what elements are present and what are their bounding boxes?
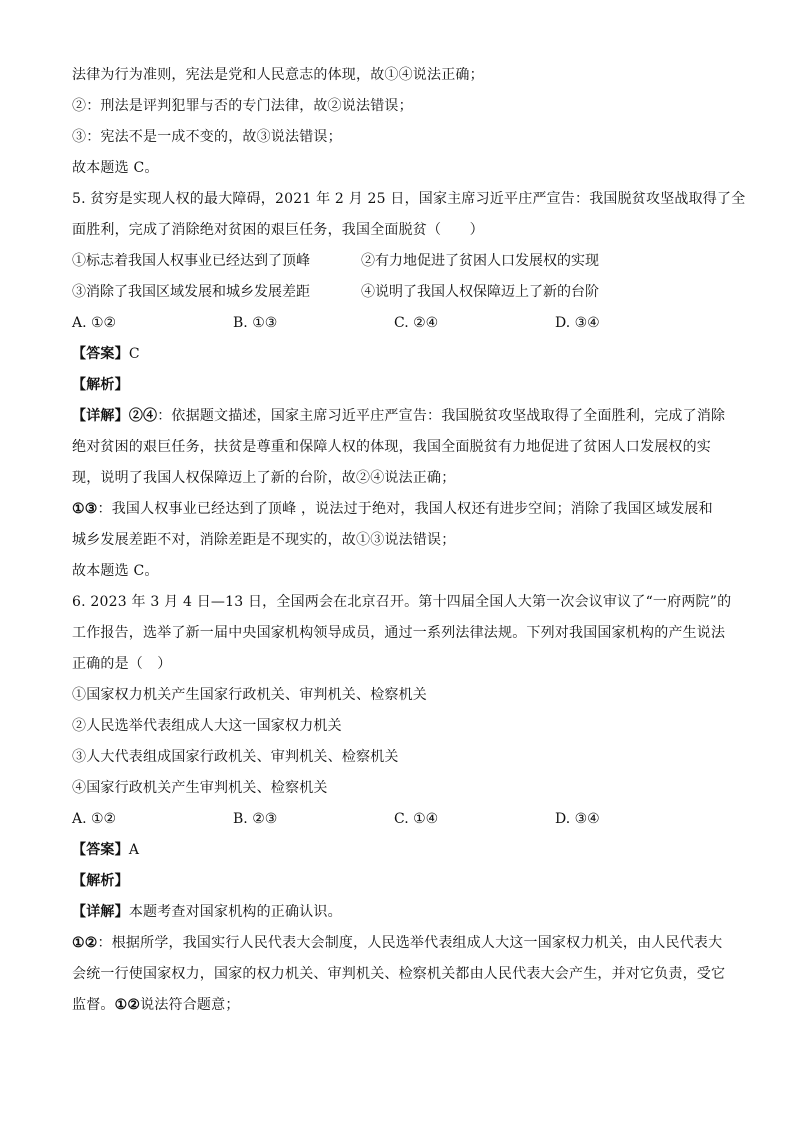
q6-choices [72,804,732,835]
question-5 [72,184,746,587]
q6-answer [72,835,732,866]
q5-stem-line-1: 5. 贫穷是实现人权的最大障碍，2021 年 2 月 25 日，国家主席习近平庄严宣告：我国脱贫攻坚战取得了全 [72,191,746,207]
intro-conclusion: 故本题选 C。 [72,160,159,176]
q5-choice-b: B. ①③ [233,315,278,331]
q5-choice-c: C. ②④ [394,315,439,331]
intro-line-1: 法律为行为准则，宪法是党和人民意志的体现，故①④说法正确； [72,67,484,83]
q6-stem-line-3: 正确的是（ ） [72,656,172,672]
q6-detail2-text-3-pre: 监督。 [72,997,115,1013]
q5-detail2-text-1: ：我国人权事业已经达到了顶峰 ，说法过于绝对，我国人权还有进步空间；消除了我国区域发展和 [97,501,713,517]
q5-conclusion: 故本题选 C。 [72,563,159,579]
q6-detail2-line-1 [72,928,732,959]
q6-detail2-lead: ①② [72,935,98,951]
q5-option-2: ②有力地促进了贫困人口发展权的实现 [361,253,599,269]
q5-detail-tag: 【详解】 [72,408,129,424]
intro-line-2: ②：刑法是评判犯罪与否的专门法律，故②说法错误； [72,98,413,114]
q6-detail-text: 本题考查对国家机构的正确认识。 [128,904,342,920]
q5-options-row-1 [72,246,732,277]
q6-analysis-tag: 【解析】 [72,873,129,889]
q5-analysis-tag: 【解析】 [72,377,129,393]
q6-option-2: ②人民选举代表组成人大这一国家权力机关 [72,718,342,734]
q6-choice-a: A. ①② [72,811,117,827]
q5-detail2-line-2: 城乡发展差距不对，消除差距是不现实的，故①③说法错误； [72,532,456,548]
q6-detail2-line-3 [72,990,732,1021]
q5-detail-line-2: 绝对贫困的艰巨任务，扶贫是尊重和保障人权的体现，我国全面脱贫有力地促进了贫困人口发展权的实 [72,439,711,455]
q6-analysis-heading [72,866,732,897]
q6-choice-b: B. ②③ [233,811,278,827]
q5-option-1: ①标志着我国人权事业已经达到了顶峰 [72,253,310,269]
q6-detail2-lead-2: ①② [114,997,141,1013]
q6-stem-line-1: 6. 2023 年 3 月 4 日—13 日，全国两会在北京召开。第十四届全国人大第一次会议审议了“一府两院”的 [72,594,732,610]
q5-detail-line-3: 现，说明了我国人权保障迈上了新的台阶，故②④说法正确； [72,470,456,486]
q6-choice-d: D. ③④ [555,811,600,827]
q6-detail2-text-3-post: 说法符合题意； [140,997,240,1013]
q5-answer-value: C [128,346,140,362]
document-page [72,60,746,1021]
q5-detail2-lead: ①③ [72,501,98,517]
q5-option-4: ④说明了我国人权保障迈上了新的台阶 [361,284,599,300]
q6-option-3: ③人大代表组成国家行政机关、审判机关、检察机关 [72,749,399,765]
q5-options-row-2 [72,277,732,308]
q5-choice-d: D. ③④ [555,315,600,331]
q6-choice-c: C. ①④ [394,811,439,827]
q5-answer-tag: 【答案】 [72,346,129,362]
q5-detail2-line-1 [72,494,732,525]
q6-detail2-line-2: 会统一行使国家权力，国家的权力机关、审判机关、检察机关都由人民代表大会产生，并对它负责，受它 [72,966,726,982]
intro-line-3: ③：宪法不是一成不变的，故③说法错误； [72,129,342,145]
q5-option-3: ③消除了我国区域发展和城乡发展差距 [72,284,310,300]
q5-stem-line-2: 面胜利，完成了消除绝对贫困的艰巨任务，我国全面脱贫（ ） [72,222,484,238]
q5-detail-lead: ②④ [128,408,158,424]
q6-option-1: ①国家权力机关产生国家行政机关、审判机关、检察机关 [72,687,427,703]
q5-choices [72,308,732,339]
q6-option-4: ④国家行政机关产生审判机关、检察机关 [72,780,328,796]
q6-detail-tag: 【详解】 [72,904,129,920]
q6-stem-line-2: 工作报告，选举了新一届中央国家机构领导成员，通过一系列法律法规。下列对我国国家机构的产生说法 [72,625,726,641]
q5-detail-text-1: ：依据题文描述，国家主席习近平庄严宣告：我国脱贫攻坚战取得了全面胜利，完成了消除 [157,408,726,424]
q6-detail-line-1 [72,897,732,928]
q6-detail2-text-1: ：根据所学，我国实行人民代表大会制度，人民选举代表组成人大这一国家权力机关，由人民代表大 [97,935,723,951]
q6-answer-tag: 【答案】 [72,842,129,858]
q5-answer [72,339,732,370]
q5-detail-line-1 [72,401,732,432]
q5-choice-a: A. ①② [72,315,117,331]
q6-answer-value: A [128,842,140,858]
question-6 [72,587,732,1021]
q5-analysis-heading [72,370,732,401]
